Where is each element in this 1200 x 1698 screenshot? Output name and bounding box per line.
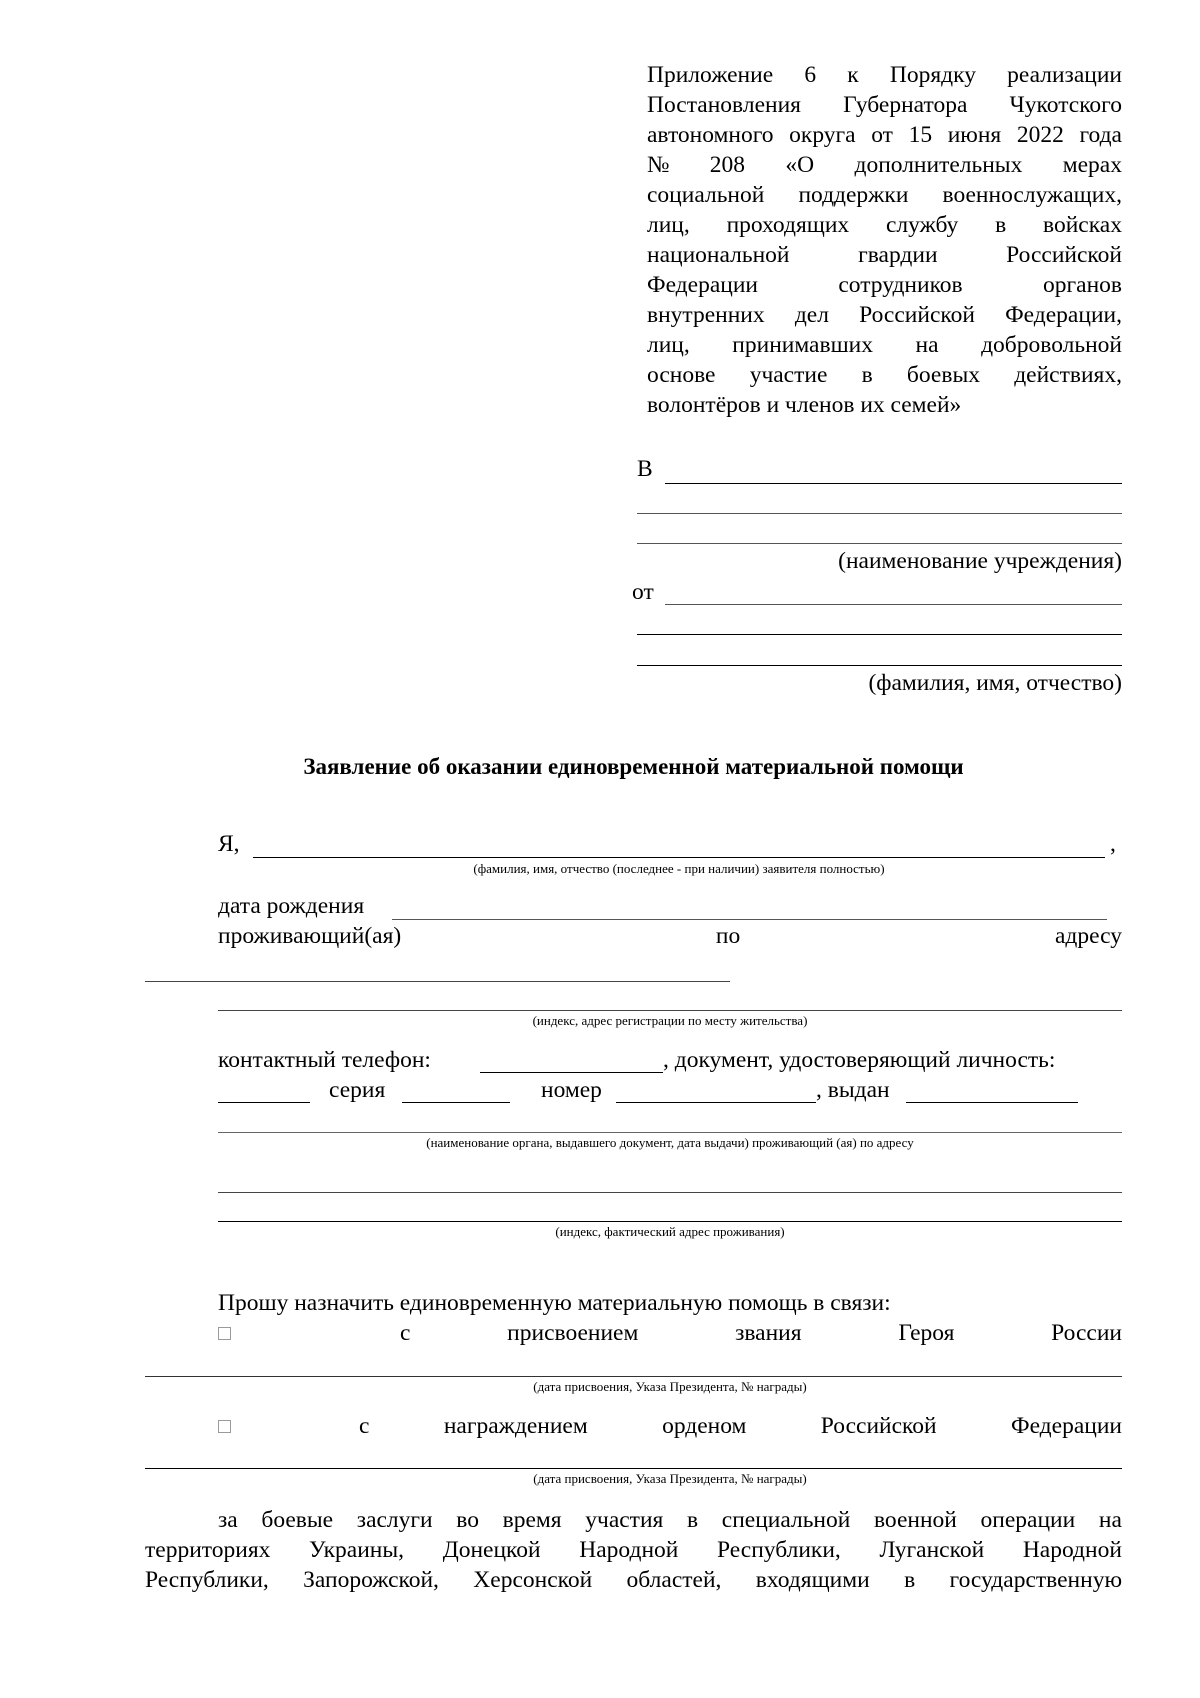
appendix-line: [647, 240, 1122, 270]
merits-word: Республики,: [145, 1567, 269, 1593]
appendix-word: действиях,: [1014, 362, 1122, 388]
appendix-line: [647, 210, 1122, 240]
order-details-line[interactable]: [145, 1468, 1122, 1469]
appendix-word: дополнительных: [854, 152, 1023, 178]
number-field[interactable]: [616, 1102, 816, 1103]
appendix-word: июня: [947, 122, 1002, 148]
fio-caption: (фамилия, имя, отчество): [868, 670, 1122, 696]
merits-word: в: [687, 1507, 699, 1533]
hero-option-text: [400, 1318, 1122, 1348]
i-prefix: Я,: [218, 831, 240, 857]
appendix-word: от: [871, 122, 893, 148]
appendix-word: внутренних: [647, 302, 765, 328]
series-label: серия: [329, 1077, 386, 1103]
number-label: номер: [541, 1077, 602, 1103]
from-fio-line-2[interactable]: [637, 634, 1122, 635]
appendix-line: [647, 150, 1122, 180]
to-institution-line-3[interactable]: [637, 543, 1122, 544]
document-label: , документ, удостоверяющий личность:: [663, 1047, 1056, 1073]
appendix-word: принимавших: [732, 332, 874, 358]
institution-caption: (наименование учреждения): [838, 548, 1122, 574]
order-details-caption: (дата присвоения, Указа Президента, № награды): [533, 1471, 807, 1486]
residing-word: по: [715, 923, 741, 949]
merits-word: военной: [874, 1507, 957, 1533]
merits-word: во: [456, 1507, 479, 1533]
appendix-word: округа: [789, 122, 856, 148]
merits-word: время: [502, 1507, 562, 1533]
appendix-word: Приложение: [647, 62, 774, 88]
merits-word: входящими: [755, 1567, 870, 1593]
appendix-word: на: [915, 332, 939, 358]
merits-word: участия: [585, 1507, 664, 1533]
appendix-line: [647, 330, 1122, 360]
merits-word: Народной: [1022, 1537, 1122, 1563]
to-institution-line-2[interactable]: [637, 513, 1122, 514]
appendix-line: [647, 270, 1122, 300]
to-institution-line-1[interactable]: [665, 483, 1122, 484]
birth-date-line[interactable]: [392, 919, 1107, 920]
appendix-word: сотрудников: [838, 272, 963, 298]
actual-address-line-2[interactable]: [218, 1221, 1122, 1222]
appendix-word: добровольной: [981, 332, 1122, 358]
appendix-last-line: волонтёров и членов их семей»: [647, 392, 962, 418]
from-fio-line-3[interactable]: [637, 665, 1122, 666]
series-field[interactable]: [402, 1102, 510, 1103]
appendix-word: Федерации,: [1005, 302, 1122, 328]
appendix-line: [647, 180, 1122, 210]
actual-address-line-1[interactable]: [218, 1192, 1122, 1193]
appendix-word: Российской: [859, 302, 975, 328]
merits-word: государственную: [949, 1567, 1122, 1593]
appendix-word: Федерации: [647, 272, 758, 298]
merits-word: боевые: [261, 1507, 334, 1533]
merits-line-1: [218, 1505, 1122, 1535]
appendix-word: лиц,: [647, 212, 690, 238]
appendix-line: [647, 90, 1122, 120]
to-prefix: В: [637, 456, 653, 482]
appendix-word: в: [861, 362, 873, 388]
option-word: с: [400, 1320, 411, 1346]
appendix-line: [647, 120, 1122, 150]
appendix-word: к: [847, 62, 859, 88]
option-word: орденом: [662, 1413, 747, 1439]
appendix-word: гвардии: [858, 242, 938, 268]
applicant-name-line[interactable]: [253, 857, 1105, 858]
merits-word: областей,: [626, 1567, 722, 1593]
appendix-word: Постановления: [647, 92, 801, 118]
option-word: Героя: [898, 1320, 955, 1346]
appendix-word: войсках: [1043, 212, 1122, 238]
hero-details-line[interactable]: [145, 1376, 1122, 1377]
order-checkbox[interactable]: [218, 1420, 231, 1438]
merits-word: Украины,: [309, 1537, 405, 1563]
appendix-word: поддержки: [798, 182, 909, 208]
appendix-word: Чукотского: [1009, 92, 1122, 118]
issuer-line[interactable]: [218, 1132, 1122, 1133]
issued-by-field[interactable]: [906, 1102, 1078, 1103]
document-title: Заявление об оказании единовременной материальной помощи: [303, 754, 964, 779]
appendix-word: мерах: [1062, 152, 1122, 178]
appendix-word: участие: [749, 362, 828, 388]
merits-word: в: [904, 1567, 916, 1593]
option-word: России: [1051, 1320, 1122, 1346]
appendix-word: боевых: [906, 362, 980, 388]
appendix-word: года: [1079, 122, 1122, 148]
merits-word: на: [1098, 1507, 1122, 1533]
residing-word: адресу: [1054, 923, 1122, 949]
request-intro: Прошу назначить единовременную материальную помощь в связи:: [218, 1290, 891, 1316]
option-word: с: [359, 1413, 370, 1439]
appendix-word: основе: [647, 362, 716, 388]
hero-details-caption: (дата присвоения, Указа Президента, № награды): [533, 1379, 807, 1394]
appendix-word: №: [647, 152, 670, 178]
appendix-word: лиц,: [647, 332, 690, 358]
hero-checkbox[interactable]: [218, 1327, 231, 1345]
appendix-word: 6: [804, 62, 817, 88]
option-word: присвоением: [507, 1320, 639, 1346]
residing-line: [218, 921, 1122, 951]
appendix-word: Российской: [1006, 242, 1122, 268]
appendix-lines: [647, 60, 1122, 390]
merits-word: Запорожской,: [303, 1567, 439, 1593]
appendix-word: Порядку: [889, 62, 976, 88]
appendix-word: 208: [709, 152, 746, 178]
option-word: Российской: [820, 1413, 937, 1439]
appendix-word: «О: [785, 152, 815, 178]
checkbox-box[interactable]: [218, 1420, 231, 1433]
merits-word: заслуги: [356, 1507, 433, 1533]
appendix-word: реализации: [1007, 62, 1122, 88]
order-option-text: [359, 1411, 1122, 1441]
appendix-word: органов: [1043, 272, 1122, 298]
from-fio-line-1[interactable]: [665, 604, 1122, 605]
registration-address-line-2[interactable]: [218, 1010, 1122, 1011]
merits-word: за: [218, 1507, 238, 1533]
actual-address-caption: (индекс, фактический адрес проживания): [555, 1224, 785, 1239]
appendix-word: автономного: [647, 122, 774, 148]
merits-word: Луганской: [879, 1537, 985, 1563]
appendix-word: военнослужащих,: [942, 182, 1122, 208]
option-word: звания: [735, 1320, 802, 1346]
issued-label: , выдан: [816, 1077, 890, 1103]
applicant-name-caption: (фамилия, имя, отчество (последнее - при наличии) заявителя полностью): [473, 861, 885, 876]
appendix-word: службу: [885, 212, 959, 238]
merits-word: операции: [980, 1507, 1076, 1533]
checkbox-box[interactable]: [218, 1327, 231, 1340]
residing-word: проживающий(ая): [218, 923, 402, 949]
appendix-block: [647, 60, 1122, 420]
appendix-word: 2022: [1016, 122, 1064, 148]
appendix-word: дел: [794, 302, 829, 328]
issuer-caption: (наименование органа, выдавшего документ, дата выдачи) проживающий (ая) по адресу: [426, 1135, 914, 1150]
merits-word: Народной: [579, 1537, 679, 1563]
appendix-line: [647, 300, 1122, 330]
merits-word: Донецкой: [442, 1537, 541, 1563]
birth-label: дата рождения: [218, 893, 365, 919]
option-word: Федерации: [1011, 1413, 1122, 1439]
appendix-word: Губернатора: [843, 92, 968, 118]
appendix-line: [647, 360, 1122, 390]
registration-address-line-1[interactable]: [145, 981, 730, 982]
appendix-word: социальной: [647, 182, 765, 208]
appendix-word: проходящих: [726, 212, 850, 238]
phone-field[interactable]: [480, 1072, 663, 1073]
merits-word: территориях: [145, 1537, 271, 1563]
merits-word: специальной: [721, 1507, 851, 1533]
appendix-word: в: [995, 212, 1007, 238]
merits-word: Херсонской: [473, 1567, 593, 1593]
registration-address-caption: (индекс, адрес регистрации по месту жительства): [532, 1013, 808, 1028]
appendix-word: 15: [908, 122, 933, 148]
merits-word: Республики,: [717, 1537, 841, 1563]
from-prefix: от: [632, 579, 654, 605]
i-suffix: ,: [1110, 831, 1116, 857]
merits-line-2: [145, 1535, 1122, 1565]
option-word: награждением: [443, 1413, 588, 1439]
document-type-field[interactable]: [218, 1102, 310, 1103]
phone-label: контактный телефон:: [218, 1047, 431, 1073]
merits-line-3: [145, 1565, 1122, 1595]
appendix-line: [647, 60, 1122, 90]
appendix-word: национальной: [647, 242, 790, 268]
